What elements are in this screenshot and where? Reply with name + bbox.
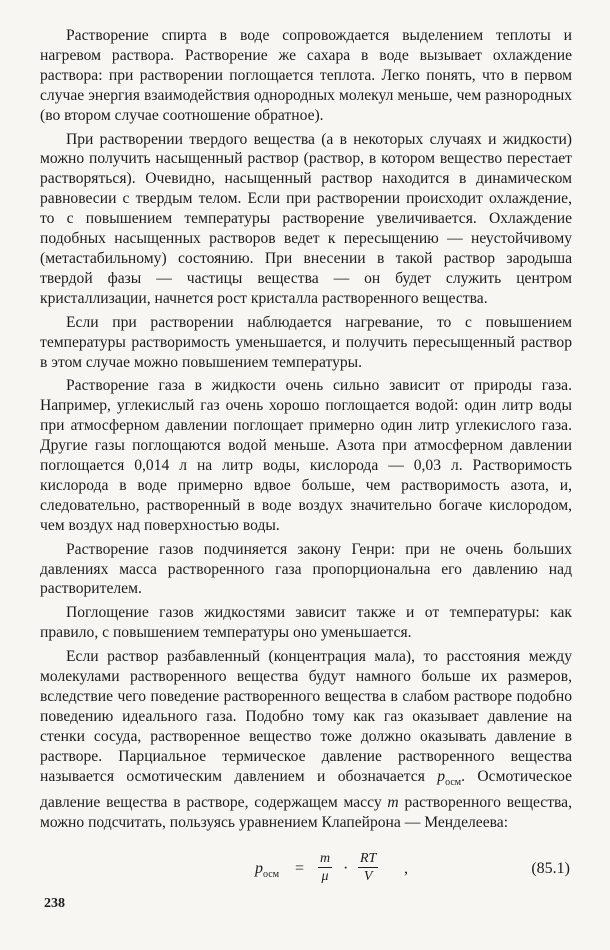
paragraph-henry-law: Растворение газов подчиняется закону Генри: при не очень больших давлениях масса растворенного газа пропорциональна его давлению над растворителем. xyxy=(40,540,572,598)
paragraph-alcohol-dissolution: Растворение спирта в воде сопровождается выделением теплоты и нагревом раствора. Растворение же сахара в воде вызывает охлаждение раствора: при растворении поглощается теплота. Легко понять, что в первом случае энергия взаимодействия однородных молекул меньше, чем разнородных (во втором случае соотношение обратное). xyxy=(40,27,572,124)
equation-p-letter: p xyxy=(255,860,263,877)
osmotic-text-middle: . Осмотическое давление вещества в растворе, содержащем массу xyxy=(40,767,572,811)
equation-lhs xyxy=(255,860,279,880)
fraction1-denominator: μ xyxy=(321,869,329,884)
fraction-m-over-mu xyxy=(318,850,332,885)
osmotic-pressure-symbol xyxy=(437,767,462,788)
fraction2-numerator: RT xyxy=(360,851,377,866)
paragraph-osmotic-pressure xyxy=(40,647,572,832)
page-body xyxy=(40,26,572,836)
equation-number: (85.1) xyxy=(531,860,570,877)
osmotic-p-letter: p xyxy=(437,767,446,785)
osmotic-text-before: Если раствор разбавленный (концентрация мала), то расстояния между молекулами растворенного вещества будут намного больше их размеров, вследствие чего поведение растворенного вещества в слабом растворе подобно поведению идеального газа. Подобно тому как газ оказывает давление на стенки сосуда, растворенное вещество тоже должно оказывать давление в растворе. Парциальное термическое давление растворенного вещества называется осмотическим давлением и обозначается xyxy=(40,648,572,785)
paragraph-solid-dissolution: При растворении твердого вещества (а в некоторых случаях и жидкости) можно получить насыщенный раствор (раствор, в котором вещество перестает растворяться). Очевидно, насыщенный раствор находится в динамическом равновесии с твердым телом. Если при растворении происходит охлаждение, то с повышением температуры растворение увеличивается. Охлаждение подобных насыщенных растворов ведет к пересыщению — неустойчивому (метастабильному) состоянию. При внесении в такой раствор зародыша твердой фазы — частицы вещества — он будет служить центром кристаллизации, начнется рост кристалла растворенного вещества. xyxy=(40,130,572,307)
mass-symbol: m xyxy=(387,793,399,811)
equation-85-1 xyxy=(40,850,572,894)
paragraph-gas-temperature: Поглощение газов жидкостями зависит также и от температуры: как правило, с повышением температуры оно уменьшается. xyxy=(40,604,572,642)
page-number: 238 xyxy=(44,896,65,911)
equation-comma: , xyxy=(404,860,408,877)
osmotic-subscript: осм xyxy=(445,776,462,788)
paragraph-heating-solubility: Если при растворении наблюдается нагревание, то с повышением температуры растворимость уменьшается, и получить пересыщенный раствор в этом случае можно повышением температуры. xyxy=(40,313,572,371)
equation-subscript: осм xyxy=(263,869,280,881)
equation-equals: = xyxy=(295,860,305,877)
equation-multiply-dot: · xyxy=(343,860,349,877)
fraction-rt-over-v xyxy=(358,850,378,885)
osmotic-text-after: растворенного вещества, можно подсчитать, пользуясь уравнением Клапейрона — Менделеева: xyxy=(40,793,572,831)
fraction2-denominator: V xyxy=(363,869,373,884)
paragraph-gas-dissolution: Растворение газа в жидкости очень сильно зависит от природы газа. Например, углекислый газ очень хорошо поглощается водой: один литр воды при атмосферном давлении поглощает примерно один литр углекислого газа. Другие газы поглощаются водой меньше. Азота при атмосферном давлении поглощается 0,014 л на литр воды, кислорода — 0,03 л. Растворимость кислорода в воде примерно вдвое больше, чем растворимость азота, и, следовательно, растворенный в воде воздух значительно богаче кислородом, чем воздух над поверхностью воды. xyxy=(40,377,572,534)
fraction1-numerator: m xyxy=(320,851,331,866)
